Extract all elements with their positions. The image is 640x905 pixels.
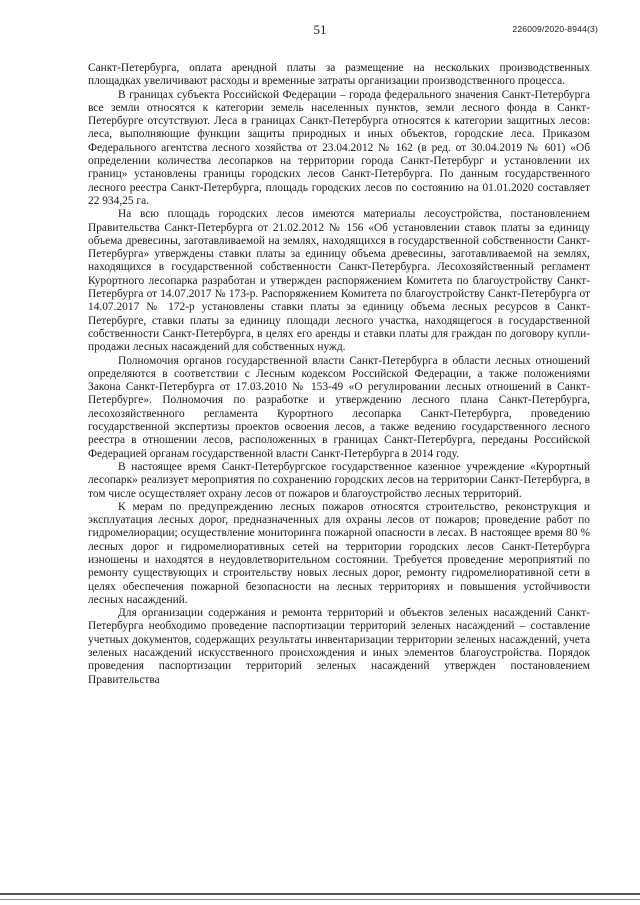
- paragraph-7: Для организации содержания и ремонта территорий и объектов зеленых насаждений Санкт-Петербурга необходимо проведение паспортизации территорий зеленых насаждений – составление учетных документов, содержащих результаты инвентаризации территории зеленых насаждений, учета зеленых насаждений искусственного происхождения и иных элементов благоустройства. Порядок проведения паспортизации территорий зеленых насаждений утвержден постановлением Правительства: [88, 607, 590, 686]
- paragraph-1: Санкт-Петербурга, оплата арендной платы за размещение на нескольких производственных площадках увеличивают расходы и временные затраты организации производственного процесса.: [88, 62, 590, 88]
- paragraph-6: К мерам по предупреждению лесных пожаров относятся строительство, реконструкция и эксплуатация лесных дорог, предназначенных для охраны лесов от пожаров; проведение работ по гидромелиорации; осуществление мониторинга пожарной опасности в лесах. В настоящее время 80 % лесных дорог и гидромелиоративных сетей на территории городских лесов Санкт-Петербурга изношены и находятся в неудовлетворительном состоянии. Требуется проведение мероприятий по ремонту существующих и строительству новых лесных дорог, ремонту гидромелиоративной сети в целях обеспечения пожарной безопасности на лесных территориях и повышения устойчивости лесных насаждений.: [88, 500, 590, 606]
- scan-edge-line-secondary: [0, 899, 640, 900]
- paragraph-4: Полномочия органов государственной власти Санкт-Петербурга в области лесных отношений определяются в соответствии с Лесным кодексом Российской Федерации, а также положениями Закона Санкт-Петербурга от 17.03.2010 № 153-49 «О регулировании лесных отношений в Санкт-Петербурге». Полномочия по разработке и утверждению лесного плана Санкт-Петербурга, лесохозяйственного регламента Курортного лесопарка Санкт-Петербурга, проведению государственной экспертизы проектов освоения лесов, а также ведению государственного лесного реестра в отношении лесов, расположенных в границах Санкт-Петербурга, переданы Российской Федерацией органам государственной власти Санкт-Петербурга в 2014 году.: [88, 354, 590, 460]
- document-code: 226009/2020-8944(3): [512, 24, 598, 34]
- paragraph-5: В настоящее время Санкт-Петербургское государственное казенное учреждение «Курортный лесопарк» реализует мероприятия по сохранению городских лесов на территории Санкт-Петербурга, в том числе осуществляет охрану лесов от пожаров и благоустройство лесных территорий.: [88, 460, 590, 500]
- scan-edge-line: [0, 893, 640, 895]
- paragraph-3: На всю площадь городских лесов имеются материалы лесоустройства, постановлением Правительства Санкт-Петербурга от 21.02.2012 № 156 «Об установлении ставок платы за единицу объема древесины, заготавливаемой на землях, находящихся в государственной собственности Санкт-Петербурга» утверждены ставки платы за единицу объема древесины, заготавливаемой на землях, находящихся в государственной собственности Санкт-Петербурга. Лесохозяйственный регламент Курортного лесопарка разработан и утвержден распоряжением Комитета по благоустройству Санкт-Петербурга от 14.07.2017 № 173-р. Распоряжением Комитета по благоустройству Санкт-Петербурга от 14.07.2017 № 172-р установлены ставки платы за единицу объема лесных ресурсов в Санкт-Петербурге, ставки платы за единицу площади лесного участка, находящегося в государственной собственности Санкт-Петербурга, в целях его аренды и ставки платы для граждан по договору купли-продажи лесных насаждений для собственных нужд.: [88, 208, 590, 354]
- page-number: 51: [313, 22, 327, 37]
- document-body: [88, 62, 590, 687]
- paragraph-2: В границах субъекта Российской Федерации – города федерального значения Санкт-Петербурга все земли относятся к категории земель населенных пунктов, земли лесного фонда в Санкт-Петербурге отсутствуют. Леса в границах Санкт-Петербурга относятся к категории защитных лесов: леса, выполняющие функции защиты природных и иных объектов, городские леса. Приказом Федерального агентства лесного хозяйства от 23.04.2012 № 162 (в ред. от 30.04.2019 № 601) «Об определении количества лесопарков на территории города Санкт-Петербург и установлении их границ» установлены границы городских лесов Санкт-Петербурга. По данным государственного лесного реестра Санкт-Петербурга, площадь городских лесов по состоянию на 01.01.2020 составляет 22 934,25 га.: [88, 88, 590, 207]
